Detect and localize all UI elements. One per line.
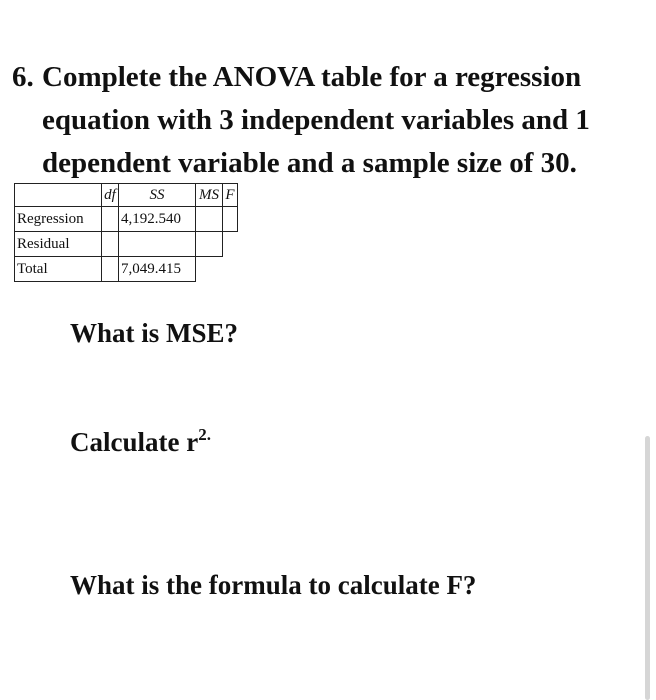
mse-question: What is MSE? (70, 318, 239, 348)
question-number: 6. (12, 61, 34, 93)
header-ss: SS (119, 184, 196, 207)
question-line-2: equation with 3 independent variables and 1 (42, 104, 590, 136)
table-row (15, 207, 238, 232)
header-ms: MS (196, 184, 223, 207)
row-total-ss: 7,049.415 (119, 257, 196, 282)
question-line-3: dependent variable and a sample size of 30. (42, 147, 577, 179)
row-residual-df (102, 232, 119, 257)
row-regression-source: Regression (15, 207, 102, 232)
row-regression-ms (196, 207, 223, 232)
r-squared-superscript: 2. (198, 425, 211, 444)
scrollbar[interactable] (645, 436, 650, 700)
header-f: F (223, 184, 238, 207)
row-total-source: Total (15, 257, 102, 282)
header-df: df (102, 184, 119, 207)
table-header-row (15, 184, 238, 207)
row-residual-ss (119, 232, 196, 257)
header-source (15, 184, 102, 207)
row-regression-df (102, 207, 119, 232)
row-residual-ms (196, 232, 223, 257)
row-regression-f (223, 207, 238, 232)
anova-table (14, 183, 238, 282)
r-squared-question: Calculate $r^{2.}$ (70, 425, 211, 457)
row-residual-source: Residual (15, 232, 102, 257)
f-formula-question: What is the formula to calculate F? (70, 570, 477, 600)
row-total-f (223, 257, 238, 282)
row-total-ms (196, 257, 223, 282)
table-row (15, 257, 238, 282)
row-regression-ss: 4,192.540 (119, 207, 196, 232)
question-line-1: 6. Complete the ANOVA table for a regression (12, 56, 652, 99)
row-residual-f (223, 232, 238, 257)
row-total-df (102, 257, 119, 282)
question-text (12, 56, 652, 185)
table-row (15, 232, 238, 257)
